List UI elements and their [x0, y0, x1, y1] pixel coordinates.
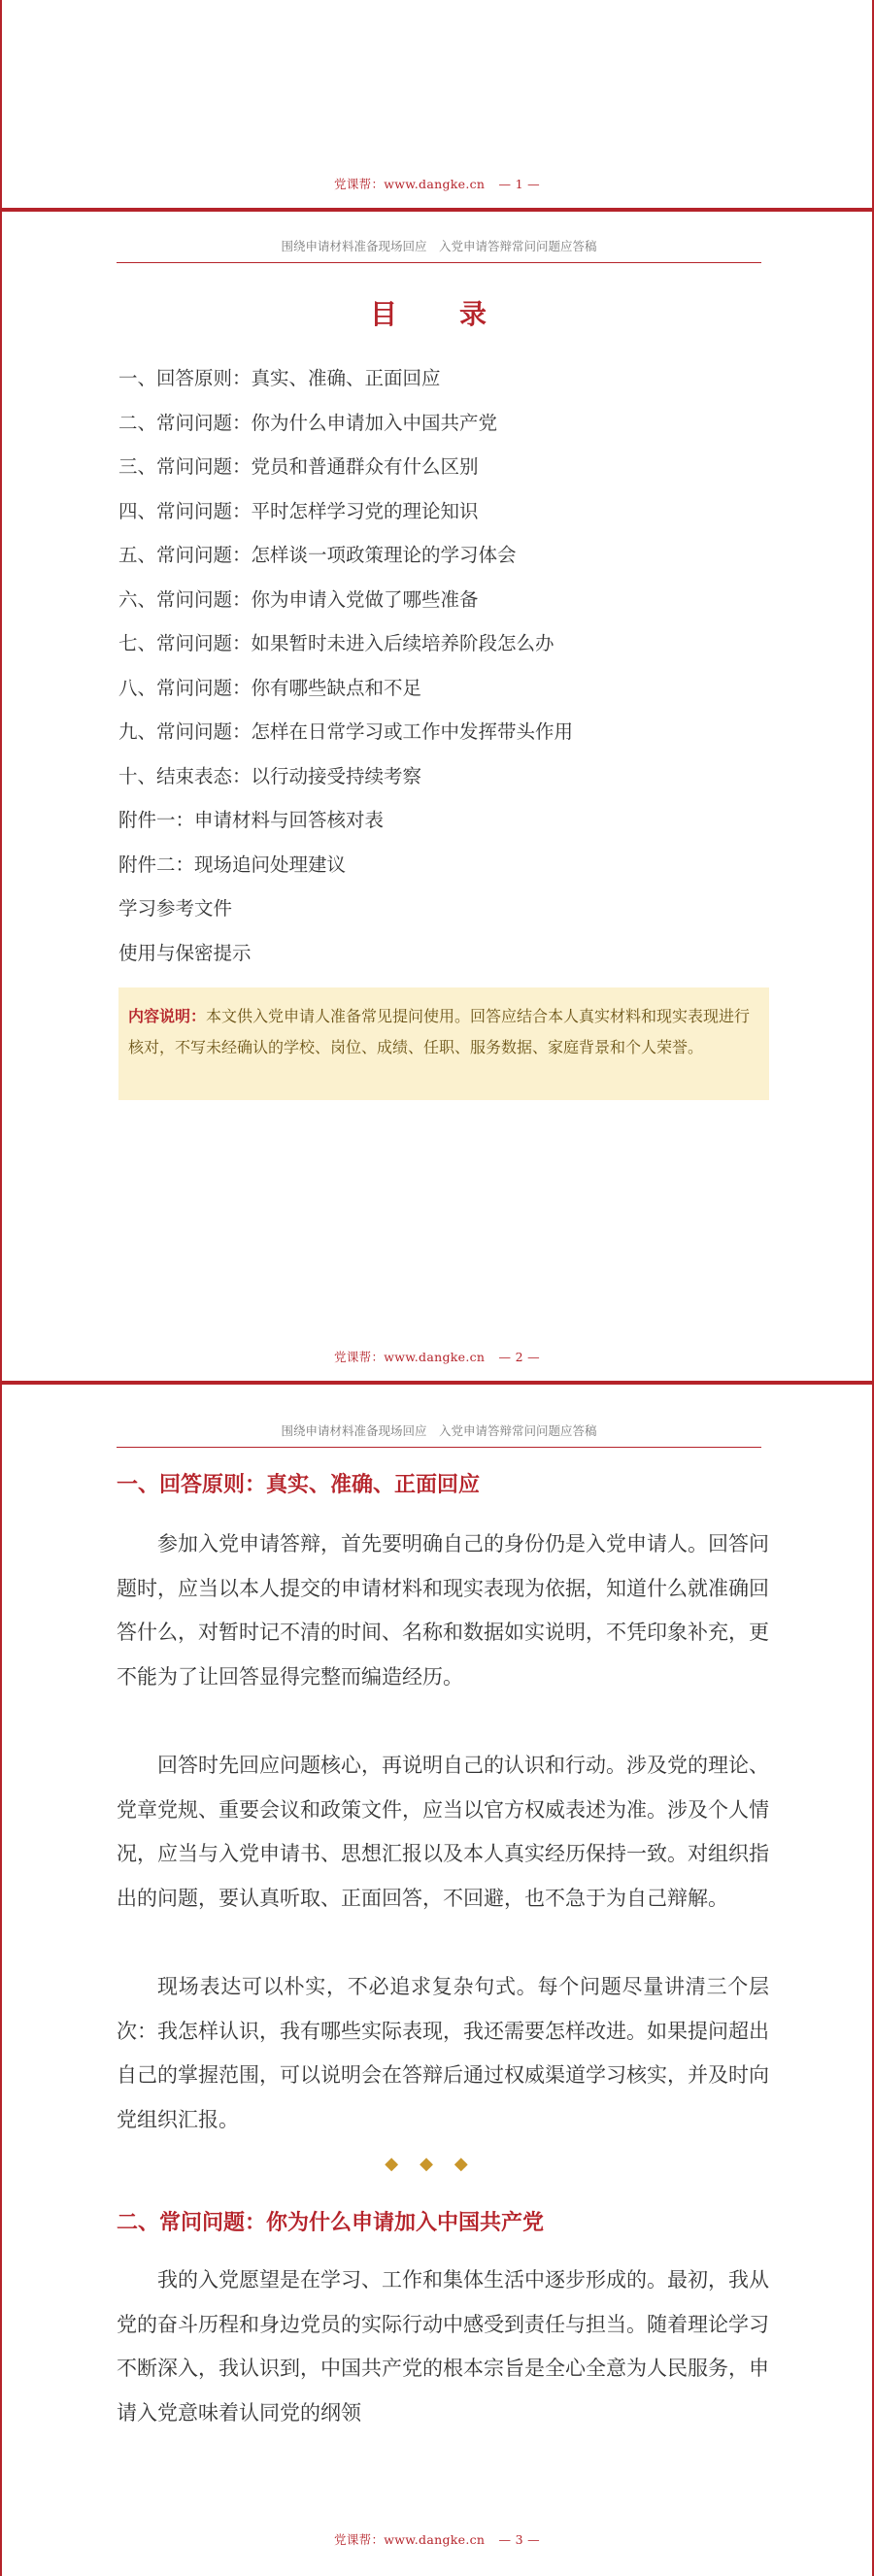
footer-site: 党课帮：www.dangke.cn	[334, 1350, 486, 1364]
section-2-paragraph: 我的入党愿望是在学习、工作和集体生活中逐步形成的。最初，我从党的奋斗历程和身边党员的实际行动中感受到责任与担当。随着理论学习不断深入，我认识到，中国共产党的根本宗旨是全心全意为人民服务，申请入党意味着认同党的纲领	[117, 2268, 769, 2425]
toc-item[interactable]: 七、常问问题：如果暂时未进入后续培养阶段怎么办	[118, 632, 555, 654]
page-header: 围绕申请材料准备现场回应 入党申请答辩常问问题应答稿	[117, 237, 761, 263]
toc-item[interactable]: 八、常问问题：你有哪些缺点和不足	[118, 676, 422, 699]
content-note-text: 本文供入党申请人准备常见提问使用。回答应结合本人真实材料和现实表现进行核对，不写未经确认的学校、岗位、成绩、任职、服务数据、家庭背景和个人荣誉。	[128, 1007, 751, 1056]
toc-item[interactable]: 三、常问问题：党员和普通群众有什么区别	[118, 455, 479, 478]
page-2	[0, 212, 874, 1381]
toc-item[interactable]: 六、常问问题：你为申请入党做了哪些准备	[118, 587, 479, 611]
section-1-paragraph: 参加入党申请答辩，首先要明确自己的身份仍是入党申请人。回答问题时，应当以本人提交的申请材料和现实表现为依据，知道什么就准确回答什么，对暂时记不清的时间、名称和数据如实说明，不凭印象补充，更不能为了让回答显得完整而编造经历。	[117, 1532, 769, 1689]
toc-list	[118, 364, 573, 983]
section-1-paragraph: 现场表达可以朴实，不必追求复杂句式。每个问题尽量讲清三个层次：我怎样认识，我有哪些实际表现，我还需要怎样改进。如果提问超出自己的掌握范围，可以说明会在答辩后通过权威渠道学习核实，并及时向党组织汇报。	[117, 1975, 769, 2131]
section-2-title: 二、常问问题：你为什么申请加入中国共产党	[117, 2210, 545, 2235]
section-1-paragraph: 回答时先回应问题核心，再说明自己的认识和行动。涉及党的理论、党章党规、重要会议和政策文件，应当以官方权威表述为准。涉及个人情况，应当与入党申请书、思想汇报以及本人真实经历保持一致。对组织指出的问题，要认真听取、正面回答，不回避，也不急于为自己辩解。	[117, 1754, 769, 1910]
page-footer	[2, 175, 872, 192]
toc-item[interactable]: 四、常问问题：平时怎样学习党的理论知识	[118, 499, 479, 522]
page-number: — 3 —	[498, 2532, 540, 2547]
section-divider: ◆◆◆	[385, 2154, 489, 2174]
toc-item[interactable]: 学习参考文件	[118, 897, 233, 920]
footer-site: 党课帮：www.dangke.cn	[334, 177, 486, 191]
page-footer	[2, 1348, 872, 1365]
toc-item[interactable]: 二、常问问题：你为什么申请加入中国共产党	[118, 411, 498, 434]
page-1	[0, 0, 874, 208]
toc-item[interactable]: 五、常问问题：怎样谈一项政策理论的学习体会	[118, 544, 517, 566]
page-header: 围绕申请材料准备现场回应 入党申请答辩常问问题应答稿	[117, 1422, 761, 1448]
content-note-label: 内容说明：	[128, 1007, 207, 1025]
content-note	[118, 987, 769, 1100]
toc-item[interactable]: 九、常问问题：怎样在日常学习或工作中发挥带头作用	[118, 720, 574, 743]
toc-item[interactable]: 附件二：现场追问处理建议	[118, 853, 347, 876]
toc-item[interactable]: 附件一：申请材料与回答核对表	[118, 809, 385, 831]
toc-title: 目 录	[369, 298, 504, 330]
toc-item[interactable]: 一、回答原则：真实、准确、正面回应	[118, 367, 441, 389]
toc-item[interactable]: 使用与保密提示	[118, 941, 252, 964]
footer-site: 党课帮：www.dangke.cn	[334, 2532, 486, 2547]
page-footer	[2, 2530, 872, 2548]
page-number: — 2 —	[498, 1350, 540, 1364]
toc-item[interactable]: 十、结束表态：以行动接受持续考察	[118, 764, 422, 787]
page-number: — 1 —	[498, 177, 540, 191]
section-1-title: 一、回答原则：真实、准确、正面回应	[117, 1472, 481, 1497]
